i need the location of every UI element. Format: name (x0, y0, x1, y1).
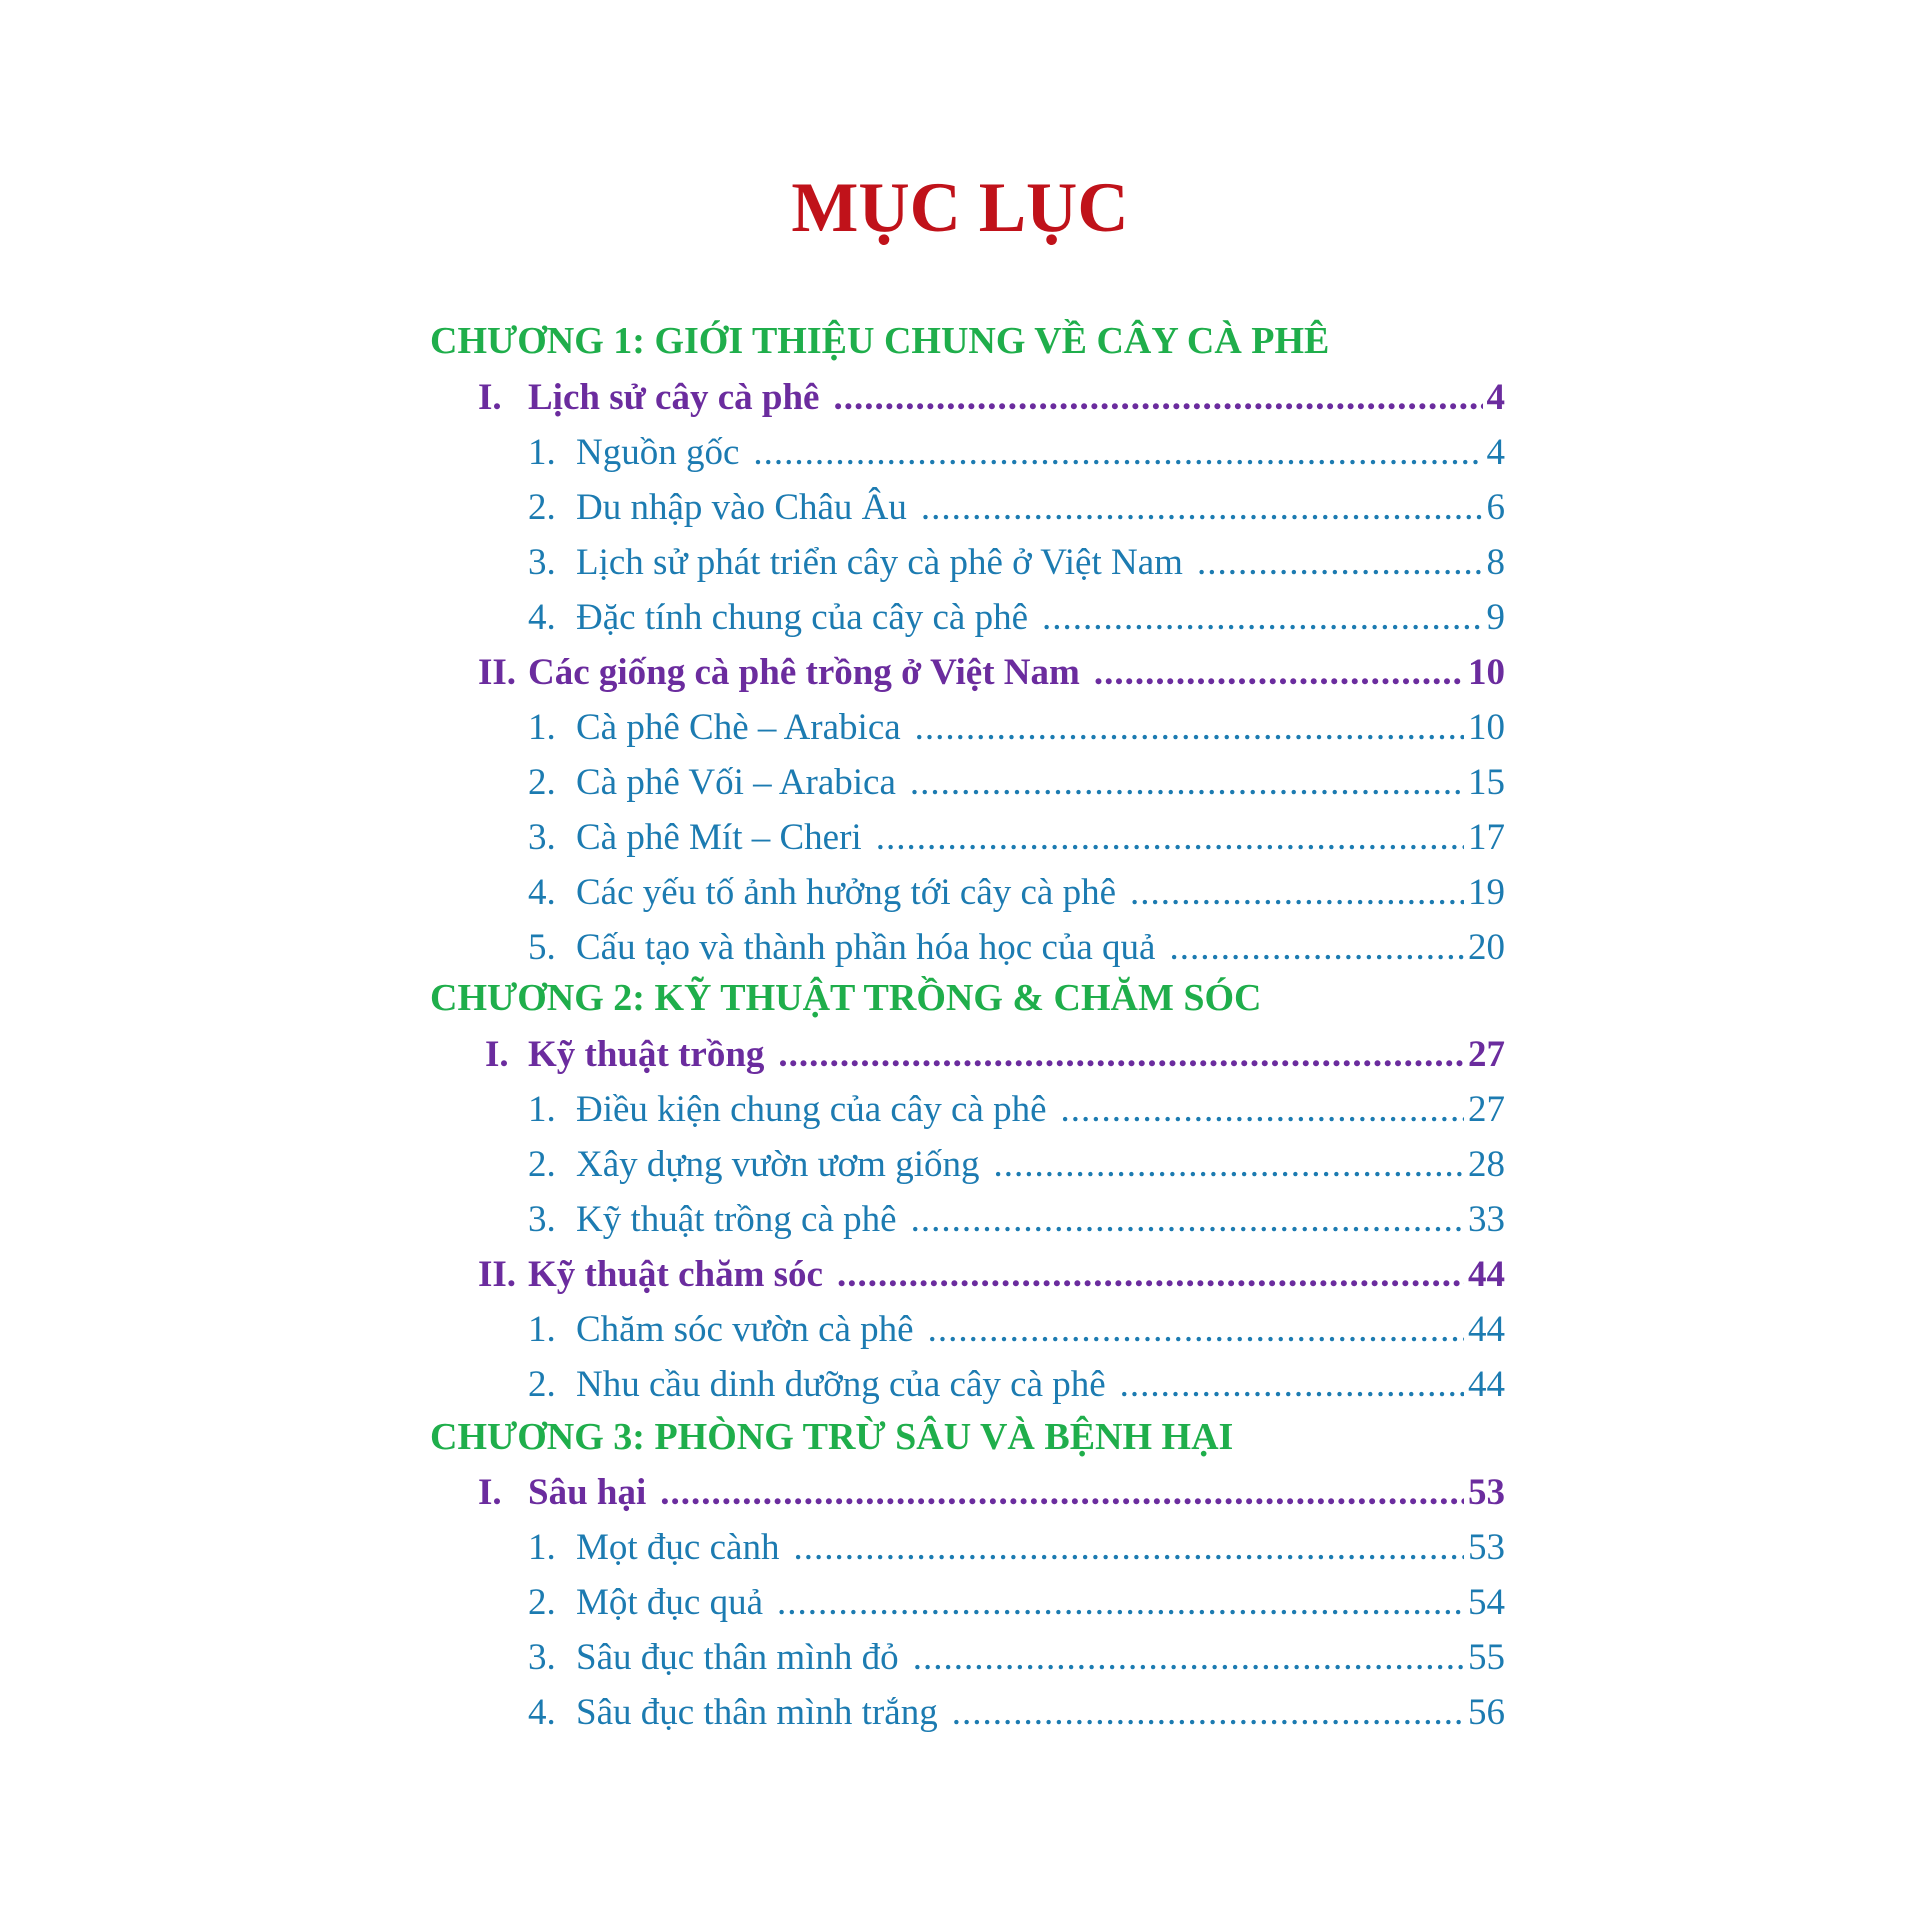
item-label: Nhu cầu dinh dưỡng của cây cà phê (576, 1364, 1106, 1405)
toc-item[interactable] (528, 1523, 1505, 1573)
dot-leader (1094, 648, 1464, 698)
item-label: Chăm sóc vườn cà phê (576, 1309, 914, 1350)
item-label: Cà phê Mít – Cheri (576, 817, 862, 858)
page-number: 33 (1468, 1199, 1505, 1240)
section-number: I. (485, 1034, 509, 1075)
page-title: MỤC LỤC (791, 169, 1129, 247)
item-label: Đặc tính chung của cây cà phê (576, 597, 1029, 638)
toc-item[interactable] (528, 813, 1505, 863)
item-number: 2. (528, 1364, 556, 1405)
item-number: 4. (528, 597, 556, 638)
dot-leader (1061, 1085, 1464, 1135)
section-label: Các giống cà phê trồng ở Việt Nam (528, 652, 1080, 693)
toc-item[interactable] (528, 1688, 1505, 1738)
dot-leader (911, 1195, 1464, 1245)
item-label: Điều kiện chung của cây cà phê (576, 1089, 1047, 1130)
toc-item[interactable] (528, 923, 1505, 973)
toc-item[interactable] (528, 1085, 1505, 1135)
item-number: 3. (528, 542, 556, 583)
item-label: Du nhập vào Châu Âu (576, 487, 907, 528)
section-label: Kỹ thuật chăm sóc (528, 1254, 823, 1295)
item-label: Lịch sử phát triển cây cà phê ở Việt Nam (576, 542, 1183, 583)
item-number: 2. (528, 762, 556, 803)
item-number: 1. (528, 1089, 556, 1130)
toc-section-2-1[interactable] (485, 1030, 1505, 1080)
toc-item[interactable] (528, 483, 1505, 533)
dot-leader (915, 703, 1464, 753)
chapter-3-title: CHƯƠNG 3: PHÒNG TRỪ SÂU VÀ BỆNH HẠI (430, 1416, 1234, 1458)
item-number: 2. (528, 1144, 556, 1185)
page-number: 9 (1486, 597, 1505, 638)
toc-item[interactable] (528, 1140, 1505, 1190)
page-number: 27 (1468, 1034, 1505, 1075)
page-number: 10 (1468, 707, 1505, 748)
toc-item[interactable] (528, 758, 1505, 808)
toc-item[interactable] (528, 428, 1505, 478)
item-label: Sâu đục thân mình trắng (576, 1692, 938, 1733)
item-number: 3. (528, 817, 556, 858)
chapter-1-title: CHƯƠNG 1: GIỚI THIỆU CHUNG VỀ CÂY CÀ PHÊ (430, 320, 1330, 362)
toc-section-3-1[interactable] (478, 1468, 1505, 1518)
dot-leader (1197, 538, 1483, 588)
toc-item[interactable] (528, 703, 1505, 753)
item-number: 2. (528, 1582, 556, 1623)
dot-leader (833, 373, 1482, 423)
dot-leader (777, 1578, 1464, 1628)
dot-leader (952, 1688, 1464, 1738)
dot-leader (1169, 923, 1464, 973)
item-label: Cà phê Chè – Arabica (576, 707, 901, 748)
section-number: I. (478, 377, 502, 418)
item-label: Sâu đục thân mình đỏ (576, 1637, 899, 1678)
toc-item[interactable] (528, 1360, 1505, 1410)
item-number: 3. (528, 1199, 556, 1240)
dot-leader (1042, 593, 1482, 643)
item-number: 1. (528, 1527, 556, 1568)
section-number: I. (478, 1472, 502, 1513)
page-number: 53 (1468, 1472, 1505, 1513)
toc-item[interactable] (528, 593, 1505, 643)
item-number: 1. (528, 707, 556, 748)
page-number: 55 (1468, 1637, 1505, 1678)
item-label: Cà phê Vối – Arabica (576, 762, 896, 803)
toc-section-2-2[interactable] (478, 1250, 1505, 1300)
item-label: Mọt đục cành (576, 1527, 780, 1568)
page-number: 17 (1468, 817, 1505, 858)
toc-item[interactable] (528, 1305, 1505, 1355)
page-number: 10 (1468, 652, 1505, 693)
item-number: 5. (528, 927, 556, 968)
dot-leader (921, 483, 1483, 533)
item-label: Các yếu tố ảnh hưởng tới cây cà phê (576, 872, 1117, 913)
dot-leader (778, 1030, 1464, 1080)
toc-item[interactable] (528, 1195, 1505, 1245)
item-label: Một đục quả (576, 1582, 764, 1623)
dot-leader (660, 1468, 1464, 1518)
page-number: 6 (1486, 487, 1505, 528)
dot-leader (928, 1305, 1464, 1355)
page-number: 4 (1486, 377, 1505, 418)
item-number: 3. (528, 1637, 556, 1678)
toc-section-1-2[interactable] (478, 648, 1505, 698)
page-number: 44 (1468, 1364, 1505, 1405)
page-number: 8 (1486, 542, 1505, 583)
item-label: Nguồn gốc (576, 432, 740, 473)
page-number: 15 (1468, 762, 1505, 803)
page-number: 19 (1468, 872, 1505, 913)
toc-item[interactable] (528, 868, 1505, 918)
dot-leader (910, 758, 1464, 808)
item-number: 2. (528, 487, 556, 528)
page-number: 20 (1468, 927, 1505, 968)
dot-leader (913, 1633, 1464, 1683)
item-label: Kỹ thuật trồng cà phê (576, 1199, 897, 1240)
dot-leader (793, 1523, 1464, 1573)
page-number: 44 (1468, 1254, 1505, 1295)
section-number: II. (478, 1254, 517, 1295)
section-label: Lịch sử cây cà phê (528, 377, 820, 418)
dot-leader (1130, 868, 1464, 918)
dot-leader (1120, 1360, 1464, 1410)
toc-item[interactable] (528, 1578, 1505, 1628)
item-number: 4. (528, 1692, 556, 1733)
section-label: Kỹ thuật trồng (528, 1034, 765, 1075)
section-label: Sâu hại (528, 1472, 647, 1513)
dot-leader (837, 1250, 1464, 1300)
page-number: 53 (1468, 1527, 1505, 1568)
item-label: Cấu tạo và thành phần hóa học của quả (576, 927, 1156, 968)
toc-item[interactable] (528, 538, 1505, 588)
section-number: II. (478, 652, 517, 693)
chapter-2-title: CHƯƠNG 2: KỸ THUẬT TRỒNG & CHĂM SÓC (430, 977, 1262, 1019)
dot-leader (994, 1140, 1465, 1190)
page-number: 28 (1468, 1144, 1505, 1185)
page-number: 27 (1468, 1089, 1505, 1130)
page-number: 54 (1468, 1582, 1505, 1623)
page-number: 56 (1468, 1692, 1505, 1733)
item-label: Xây dựng vườn ươm giống (576, 1144, 980, 1185)
dot-leader (753, 428, 1482, 478)
item-number: 1. (528, 1309, 556, 1350)
item-number: 4. (528, 872, 556, 913)
toc-section-1-1[interactable] (478, 373, 1505, 423)
page-number: 4 (1486, 432, 1505, 473)
dot-leader (876, 813, 1464, 863)
page-number: 44 (1468, 1309, 1505, 1350)
item-number: 1. (528, 432, 556, 473)
toc-item[interactable] (528, 1633, 1505, 1683)
